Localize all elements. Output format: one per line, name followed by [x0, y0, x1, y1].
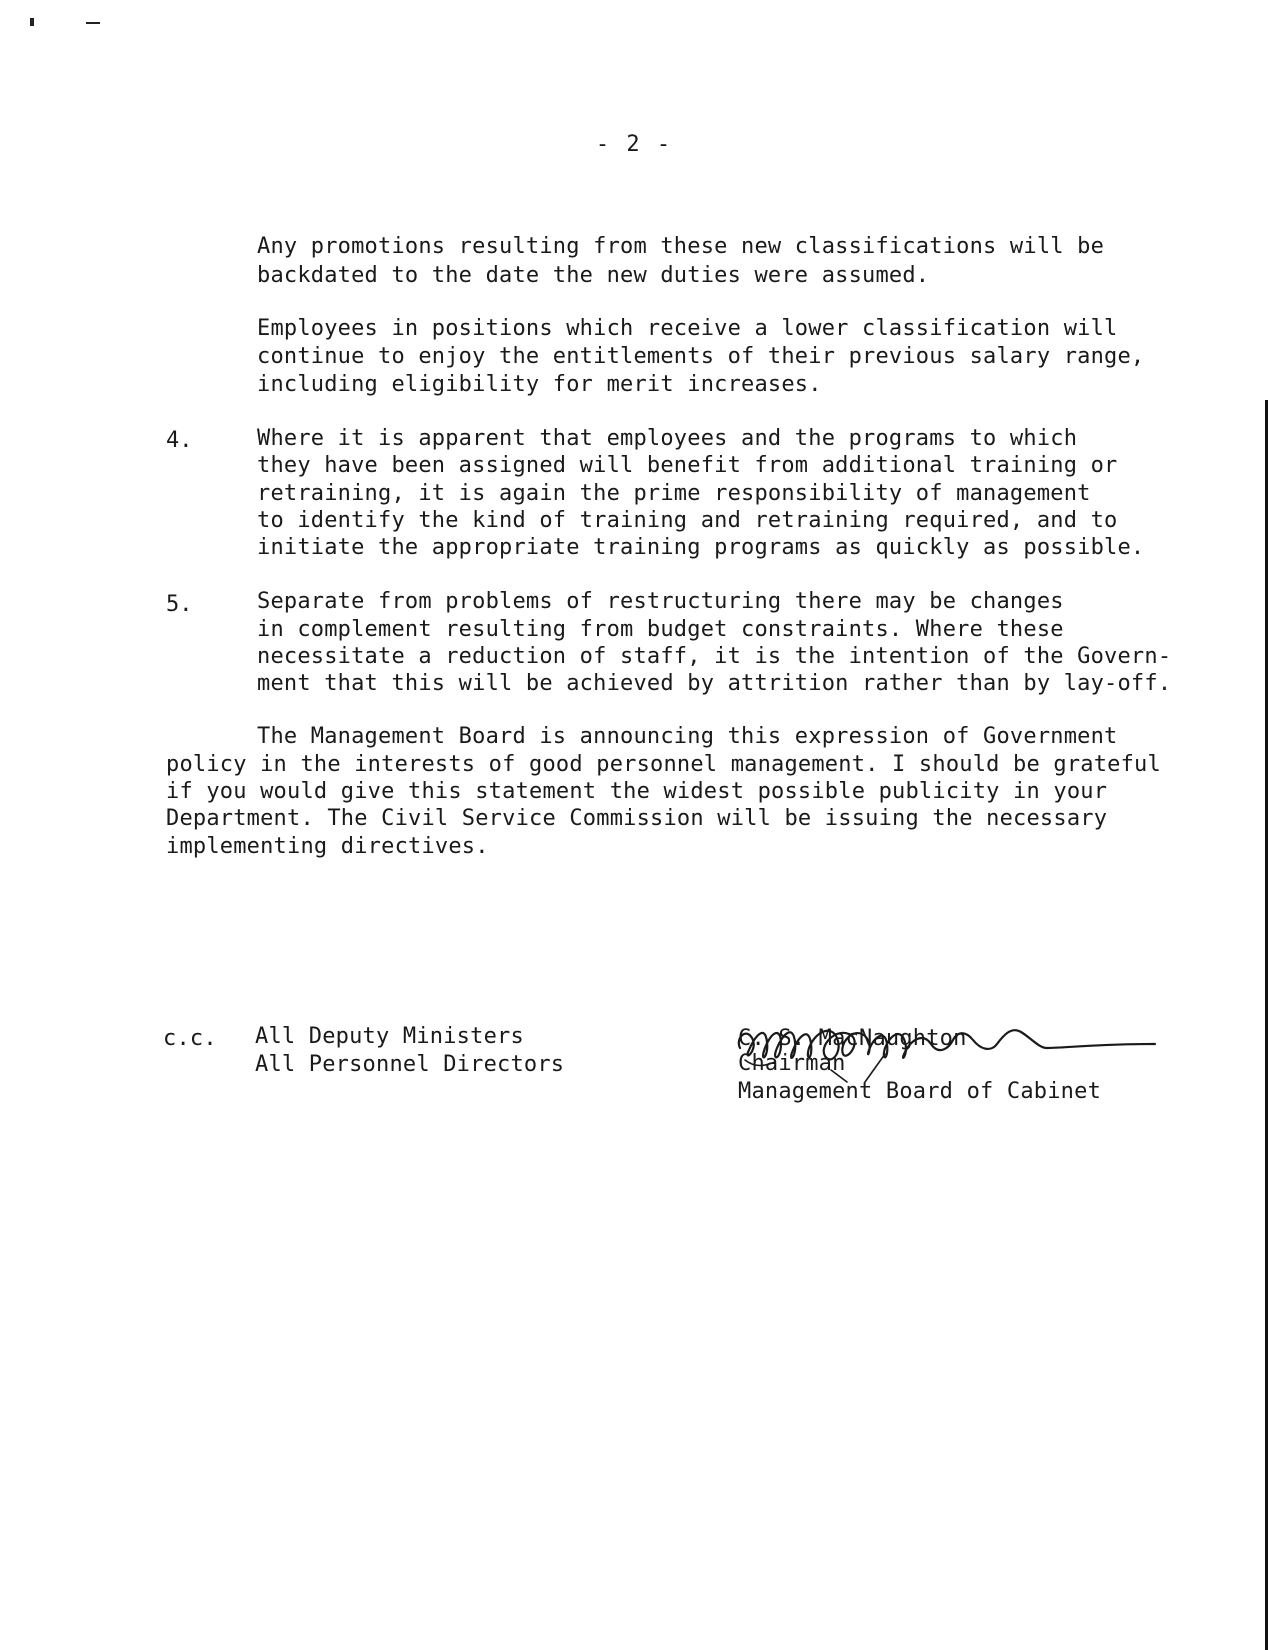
- paragraph-line: necessitate a reduction of staff, it is the intention of the Govern-: [257, 644, 1172, 669]
- paragraph-line: implementing directives.: [166, 834, 489, 859]
- cc-recipient: All Personnel Directors: [255, 1052, 565, 1077]
- paragraph-line: Separate from problems of restructuring there may be changes: [257, 589, 1064, 614]
- paragraph-line: they have been assigned will benefit from additional training or: [257, 453, 1118, 478]
- scan-artifact-dash: [86, 22, 100, 24]
- paragraph-line: Employees in positions which receive a lower classification will: [257, 316, 1118, 341]
- paragraph-line: Where it is apparent that employees and the programs to which: [257, 426, 1078, 451]
- paragraph-line: The Management Board is announcing this expression of Government: [257, 724, 1118, 749]
- signatory-title: Chairman: [738, 1051, 846, 1076]
- item-number: 5.: [166, 592, 193, 617]
- paragraph-line: retraining, it is again the prime responsibility of management: [257, 481, 1091, 506]
- cc-recipient: All Deputy Ministers: [255, 1024, 524, 1049]
- cc-label: c.c.: [163, 1026, 217, 1051]
- paragraph-line: initiate the appropriate training programs as quickly as possible.: [257, 535, 1145, 560]
- item-number: 4.: [166, 428, 193, 453]
- paragraph-line: backdated to the date the new duties were assumed.: [257, 263, 930, 288]
- signatory-name: C. S. MacNaughton: [738, 1026, 967, 1051]
- scan-artifact-dot: [30, 18, 34, 26]
- paragraph-line: if you would give this statement the widest possible publicity in your: [166, 779, 1108, 804]
- paragraph-line: to identify the kind of training and retraining required, and to: [257, 508, 1118, 533]
- page-number: - 2 -: [595, 132, 673, 157]
- paragraph-line: continue to enjoy the entitlements of their previous salary range,: [257, 344, 1145, 369]
- paragraph-line: including eligibility for merit increases.: [257, 372, 822, 397]
- paragraph-line: Any promotions resulting from these new classifications will be: [257, 234, 1105, 259]
- paragraph-line: ment that this will be achieved by attrition rather than by lay-off.: [257, 671, 1172, 696]
- paragraph-line: Department. The Civil Service Commission will be issuing the necessary: [166, 806, 1108, 831]
- signatory-organization: Management Board of Cabinet: [738, 1079, 1102, 1104]
- paragraph-line: in complement resulting from budget constraints. Where these: [257, 617, 1064, 642]
- paragraph-line: policy in the interests of good personnel management. I should be grateful: [166, 752, 1161, 777]
